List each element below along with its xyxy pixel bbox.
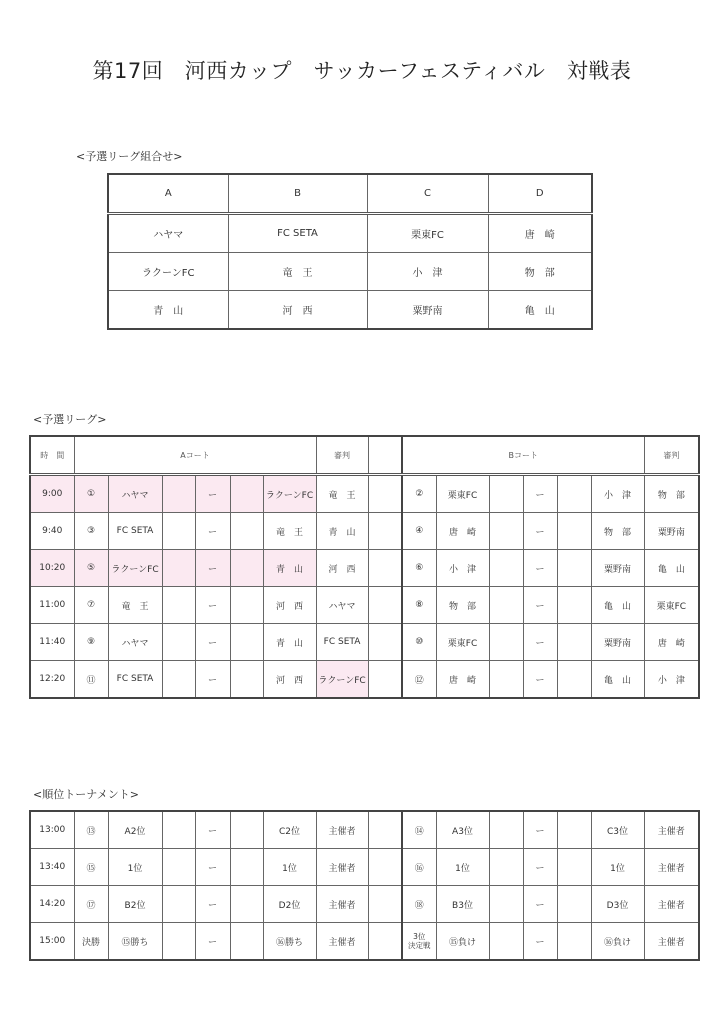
spacer-cell	[368, 436, 402, 475]
b-score-dash: ー	[523, 849, 557, 886]
a-score-dash: ー	[195, 475, 230, 513]
a-home-team: FC SETA	[108, 513, 162, 550]
a-match-number: ⑪	[74, 661, 108, 699]
match-time: 15:00	[30, 923, 74, 961]
group-header-d: D	[488, 174, 592, 214]
b-home-score	[489, 886, 523, 923]
group-team: 小 津	[367, 253, 488, 291]
b-away-team: 1位	[591, 849, 644, 886]
a-referee: FC SETA	[316, 624, 368, 661]
a-home-score	[162, 923, 195, 961]
b-match-number: ⑱	[402, 886, 436, 923]
b-home-team: A3位	[436, 811, 489, 849]
b-away-team: ⑯負け	[591, 923, 644, 961]
tournament-section-label: <順位トーナメント>	[33, 788, 139, 801]
a-score-dash: ー	[195, 587, 230, 624]
b-score-dash: ー	[523, 811, 557, 849]
a-away-team: 河 西	[263, 661, 316, 699]
a-away-score	[230, 513, 263, 550]
a-away-score	[230, 849, 263, 886]
b-away-score	[557, 811, 591, 849]
a-away-team: 青 山	[263, 624, 316, 661]
a-away-score	[230, 587, 263, 624]
a-home-score	[162, 624, 195, 661]
a-home-team: ⑮勝ち	[108, 923, 162, 961]
a-match-number: ⑦	[74, 587, 108, 624]
tournament-match-row	[30, 849, 699, 886]
a-home-score	[162, 513, 195, 550]
a-match-number: ③	[74, 513, 108, 550]
a-home-team: FC SETA	[108, 661, 162, 699]
b-away-score	[557, 923, 591, 961]
b-home-score	[489, 661, 523, 699]
b-referee-header: 審判	[644, 436, 699, 475]
a-home-score	[162, 550, 195, 587]
spacer-cell	[368, 624, 402, 661]
league-section-label: <予選リーグ>	[33, 413, 107, 426]
groups-row	[108, 253, 592, 291]
b-court-header: Bコート	[402, 436, 644, 475]
a-away-score	[230, 886, 263, 923]
league-match-row	[30, 661, 699, 699]
groups-header-row	[108, 174, 592, 214]
b-score-dash: ー	[523, 513, 557, 550]
a-match-number: 決勝	[74, 923, 108, 961]
match-time: 10:20	[30, 550, 74, 587]
b-home-score	[489, 624, 523, 661]
a-away-team: 河 西	[263, 587, 316, 624]
a-referee: 河 西	[316, 550, 368, 587]
spacer-cell	[368, 513, 402, 550]
b-home-team: 栗東FC	[436, 475, 489, 513]
a-home-team: ハヤマ	[108, 624, 162, 661]
match-time: 13:40	[30, 849, 74, 886]
a-away-team: ⑯勝ち	[263, 923, 316, 961]
b-match-number: ⑥	[402, 550, 436, 587]
tournament-match-row	[30, 811, 699, 849]
a-home-score	[162, 811, 195, 849]
a-home-team: ハヤマ	[108, 475, 162, 513]
a-away-team: C2位	[263, 811, 316, 849]
a-away-score	[230, 661, 263, 699]
a-home-team: 1位	[108, 849, 162, 886]
b-away-team: D3位	[591, 886, 644, 923]
league-table	[29, 435, 700, 699]
b-referee: 栗東FC	[644, 587, 699, 624]
groups-table	[107, 173, 593, 330]
b-score-dash: ー	[523, 587, 557, 624]
b-home-score	[489, 513, 523, 550]
b-home-score	[489, 923, 523, 961]
match-time: 14:20	[30, 886, 74, 923]
league-match-row	[30, 587, 699, 624]
a-referee: ハヤマ	[316, 587, 368, 624]
a-score-dash: ー	[195, 624, 230, 661]
spacer-cell	[368, 849, 402, 886]
b-match-number: ⑧	[402, 587, 436, 624]
b-referee: 主催者	[644, 811, 699, 849]
spacer-cell	[368, 886, 402, 923]
b-score-dash: ー	[523, 923, 557, 961]
a-away-score	[230, 624, 263, 661]
league-match-row	[30, 624, 699, 661]
a-home-score	[162, 849, 195, 886]
b-match-number: 3位 決定戦	[402, 923, 436, 961]
b-away-score	[557, 624, 591, 661]
a-away-team: 青 山	[263, 550, 316, 587]
a-home-score	[162, 661, 195, 699]
time-header: 時 間	[30, 436, 74, 475]
a-score-dash: ー	[195, 886, 230, 923]
league-match-row	[30, 513, 699, 550]
a-referee: 主催者	[316, 923, 368, 961]
b-home-team: 唐 崎	[436, 513, 489, 550]
a-referee: 主催者	[316, 811, 368, 849]
group-team: ハヤマ	[108, 214, 228, 253]
group-team: 栗東FC	[367, 214, 488, 253]
b-referee: 唐 崎	[644, 624, 699, 661]
b-home-team: ⑮負け	[436, 923, 489, 961]
groups-row	[108, 214, 592, 253]
b-referee: 物 部	[644, 475, 699, 513]
b-home-score	[489, 587, 523, 624]
tournament-match-row	[30, 886, 699, 923]
a-home-team: B2位	[108, 886, 162, 923]
match-time: 9:00	[30, 475, 74, 513]
b-match-number: ②	[402, 475, 436, 513]
a-referee: 主催者	[316, 849, 368, 886]
group-team: ラクーンFC	[108, 253, 228, 291]
b-away-score	[557, 475, 591, 513]
a-match-number: ⑬	[74, 811, 108, 849]
b-home-team: 唐 崎	[436, 661, 489, 699]
group-team: 唐 崎	[488, 214, 592, 253]
a-home-score	[162, 886, 195, 923]
a-referee: 竜 王	[316, 475, 368, 513]
b-away-team: C3位	[591, 811, 644, 849]
group-header-b: B	[228, 174, 367, 214]
group-team: 竜 王	[228, 253, 367, 291]
b-away-score	[557, 661, 591, 699]
b-referee: 亀 山	[644, 550, 699, 587]
b-referee: 主催者	[644, 886, 699, 923]
match-time: 11:40	[30, 624, 74, 661]
a-away-score	[230, 550, 263, 587]
b-away-team: 粟野南	[591, 624, 644, 661]
groups-row	[108, 291, 592, 330]
match-time: 12:20	[30, 661, 74, 699]
a-away-team: 竜 王	[263, 513, 316, 550]
b-away-score	[557, 886, 591, 923]
a-score-dash: ー	[195, 811, 230, 849]
b-home-team: 物 部	[436, 587, 489, 624]
b-match-number: ⑩	[402, 624, 436, 661]
b-match-number: ④	[402, 513, 436, 550]
a-away-team: ラクーンFC	[263, 475, 316, 513]
tournament-match-row	[30, 923, 699, 961]
spacer-cell	[368, 811, 402, 849]
page-title: 第17回 河西カップ サッカーフェスティバル 対戦表	[92, 59, 632, 83]
b-away-team: 粟野南	[591, 550, 644, 587]
a-score-dash: ー	[195, 661, 230, 699]
a-score-dash: ー	[195, 550, 230, 587]
league-match-row	[30, 550, 699, 587]
groups-section-label: <予選リーグ組合せ>	[76, 150, 183, 163]
b-away-score	[557, 587, 591, 624]
a-home-score	[162, 475, 195, 513]
league-header-row	[30, 436, 699, 475]
b-away-team: 物 部	[591, 513, 644, 550]
match-time: 9:40	[30, 513, 74, 550]
b-home-team: 栗東FC	[436, 624, 489, 661]
a-score-dash: ー	[195, 849, 230, 886]
a-away-score	[230, 923, 263, 961]
a-referee: ラクーンFC	[316, 661, 368, 699]
b-referee: 小 津	[644, 661, 699, 699]
group-team: FC SETA	[228, 214, 367, 253]
a-home-team: A2位	[108, 811, 162, 849]
b-away-score	[557, 849, 591, 886]
b-home-score	[489, 811, 523, 849]
a-away-team: D2位	[263, 886, 316, 923]
spacer-cell	[368, 587, 402, 624]
b-home-score	[489, 849, 523, 886]
spacer-cell	[368, 475, 402, 513]
b-referee: 粟野南	[644, 513, 699, 550]
group-header-c: C	[367, 174, 488, 214]
a-match-number: ⑤	[74, 550, 108, 587]
group-team: 亀 山	[488, 291, 592, 330]
b-score-dash: ー	[523, 886, 557, 923]
a-score-dash: ー	[195, 513, 230, 550]
b-home-team: B3位	[436, 886, 489, 923]
b-match-number: ⑯	[402, 849, 436, 886]
a-referee-header: 審判	[316, 436, 368, 475]
b-home-score	[489, 550, 523, 587]
b-match-number: ⑫	[402, 661, 436, 699]
a-away-score	[230, 811, 263, 849]
b-away-score	[557, 550, 591, 587]
group-header-a: A	[108, 174, 228, 214]
spacer-cell	[368, 550, 402, 587]
match-time: 11:00	[30, 587, 74, 624]
b-away-team: 小 津	[591, 475, 644, 513]
b-score-dash: ー	[523, 475, 557, 513]
spacer-cell	[368, 923, 402, 961]
group-team: 粟野南	[367, 291, 488, 330]
b-score-dash: ー	[523, 624, 557, 661]
a-home-team: ラクーンFC	[108, 550, 162, 587]
match-time: 13:00	[30, 811, 74, 849]
b-referee: 主催者	[644, 849, 699, 886]
a-court-header: Aコート	[74, 436, 316, 475]
group-team: 河 西	[228, 291, 367, 330]
a-match-number: ⑮	[74, 849, 108, 886]
group-team: 物 部	[488, 253, 592, 291]
a-match-number: ⑰	[74, 886, 108, 923]
b-referee: 主催者	[644, 923, 699, 961]
b-home-team: 小 津	[436, 550, 489, 587]
spacer-cell	[368, 661, 402, 699]
b-home-score	[489, 475, 523, 513]
b-score-dash: ー	[523, 550, 557, 587]
a-away-score	[230, 475, 263, 513]
a-home-score	[162, 587, 195, 624]
b-score-dash: ー	[523, 661, 557, 699]
a-match-number: ⑨	[74, 624, 108, 661]
b-away-score	[557, 513, 591, 550]
group-team: 青 山	[108, 291, 228, 330]
tournament-table	[29, 810, 700, 961]
b-home-team: 1位	[436, 849, 489, 886]
a-referee: 主催者	[316, 886, 368, 923]
b-match-number: ⑭	[402, 811, 436, 849]
a-referee: 青 山	[316, 513, 368, 550]
b-away-team: 亀 山	[591, 661, 644, 699]
a-away-team: 1位	[263, 849, 316, 886]
a-home-team: 竜 王	[108, 587, 162, 624]
a-match-number: ①	[74, 475, 108, 513]
a-score-dash: ー	[195, 923, 230, 961]
league-match-row	[30, 475, 699, 513]
b-away-team: 亀 山	[591, 587, 644, 624]
